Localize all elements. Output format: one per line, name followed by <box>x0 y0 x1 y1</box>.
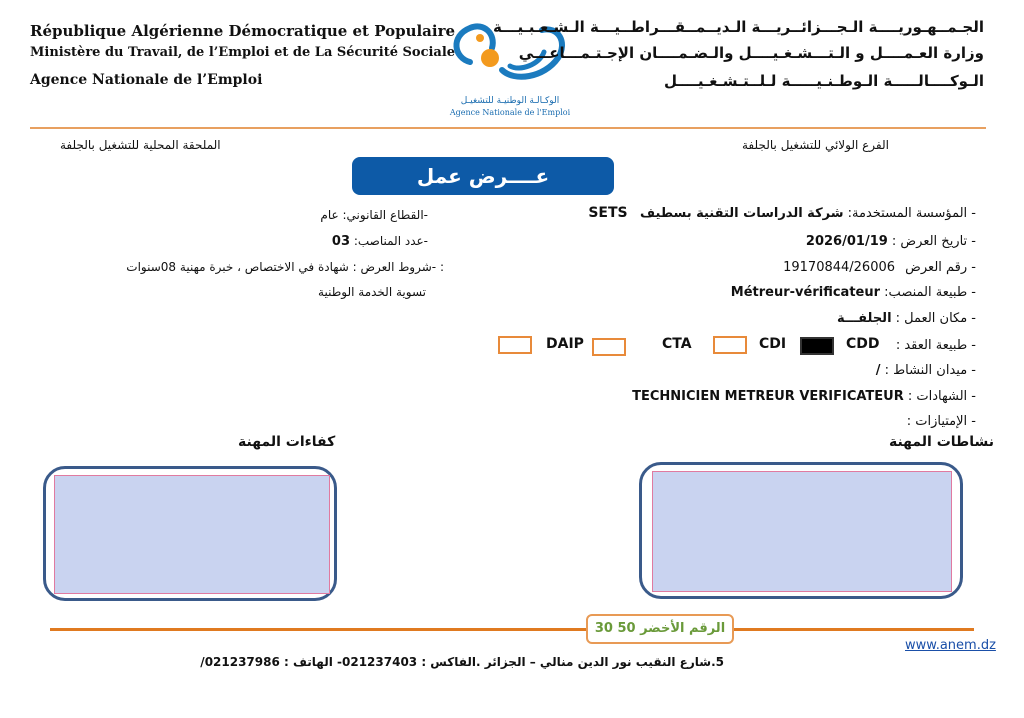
footer-address: 5.شارع النقيب نور الدين منالي – الجزائر .الفاكس : 021237403- الهاتف : 021237986/ <box>200 655 724 669</box>
contract-daip-label: DAIP <box>546 336 584 352</box>
diplomas-value: TECHNICIEN METREUR VERIFICATEUR <box>632 389 904 404</box>
military-text: تسوية الخدمة الوطنية <box>318 285 426 299</box>
employer-value: شركة الدراسات التقنية بسطيف <box>640 206 844 221</box>
employer-row <box>588 205 976 221</box>
contract-cdd-checkbox[interactable] <box>800 337 834 355</box>
activities-content[interactable] <box>652 471 952 592</box>
branch-right: الفرع الولائي للتشغيل بالجلفة <box>742 138 889 152</box>
count-value: 03 <box>331 234 350 249</box>
header-ar-line1: الجـمــهـوريــــة الـجـــزائــريـــة الـديــمــقـــراطــيـــة الـشـعـبـيـــة <box>492 18 984 36</box>
place-row <box>837 311 976 326</box>
logo-fr-text: Agence Nationale de l'Emploi <box>449 108 571 117</box>
conditions-text: -شروط العرض : شهادة في الاختصاص ، خبرة مهنية 08سنوات <box>126 260 437 274</box>
number-row <box>783 260 976 275</box>
employer-abbr: SETS <box>588 205 628 221</box>
header-fr-line2: Ministère du Travail, de l’Emploi et de La Sécurité Sociale <box>30 45 456 60</box>
contract-cdd-label: CDD <box>846 336 880 352</box>
position-value: Métreur-vérificateur <box>730 285 881 300</box>
footer-divider-right <box>734 628 974 631</box>
position-label: - طبيعة المنصب: <box>884 285 976 300</box>
number-value: 19170844/26006 <box>783 260 896 275</box>
count-label: -عدد المناصب: <box>353 234 428 248</box>
logo-ar-text: الوكـالـة الوطنيـة للتشغيـل <box>460 96 560 106</box>
conditions-row <box>126 260 444 274</box>
website-link[interactable]: www.anem.dz <box>905 638 996 653</box>
contract-row <box>896 338 976 353</box>
activities-heading: نشاطات المهنة <box>888 434 994 450</box>
header-ar-line2: وزارة العـمــــل و الـتـــشـغـيــــل والـضـمــــان الإجـتـمـــاعـــي <box>518 44 984 62</box>
contract-cdi-checkbox[interactable] <box>713 336 747 354</box>
employer-label: - المؤسسة المستخدمة: <box>847 206 976 221</box>
place-label: - مكان العمل : <box>895 311 976 326</box>
page-title: عــــرض عمل <box>352 157 614 195</box>
count-row <box>332 234 428 249</box>
contract-daip-checkbox[interactable] <box>498 336 532 354</box>
sector-text: -القطاع القانوني: عام <box>320 208 428 222</box>
header-divider <box>30 127 986 129</box>
activity-label: - ميدان النشاط : <box>884 363 976 378</box>
contract-cta-checkbox[interactable] <box>592 338 626 356</box>
privileges-row <box>907 414 976 429</box>
competences-heading: كفاءات المهنة <box>238 434 336 450</box>
activity-row <box>876 363 976 378</box>
number-label: - رقم العرض <box>905 260 976 275</box>
diplomas-label: - الشهادات : <box>907 389 976 404</box>
branch-left: الملحقة المحلية للتشغيل بالجلفة <box>60 138 221 152</box>
activity-value: / <box>875 363 881 378</box>
header-fr-line1: République Algérienne Démocratique et Populaire <box>30 22 456 40</box>
position-row <box>731 285 976 300</box>
privileges-label: - الإمتيازات : <box>906 414 976 429</box>
header-ar-line3: الـوكــــالـــــة الـوطـنـيـــــة لـلــتـشـغـيــــل <box>663 72 984 90</box>
header-fr-line3: Agence Nationale de l’Emploi <box>30 72 263 88</box>
green-number-badge: الرقم الأخضر 50 30 <box>586 614 734 644</box>
date-row <box>806 234 976 249</box>
place-value: الجلفـــة <box>836 311 892 326</box>
date-label: - تاريخ العرض : <box>891 234 976 249</box>
contract-cdi-label: CDI <box>759 336 787 352</box>
contract-cta-label: CTA <box>662 336 692 352</box>
contract-label: - طبيعة العقد : <box>895 338 976 353</box>
conditions-prefix: : <box>439 260 444 274</box>
date-value: 2026/01/19 <box>805 234 888 249</box>
activities-panel <box>639 462 963 599</box>
footer-divider-left <box>50 628 586 631</box>
competences-content[interactable] <box>54 475 330 594</box>
diplomas-row <box>632 389 976 404</box>
competences-panel <box>43 466 337 601</box>
